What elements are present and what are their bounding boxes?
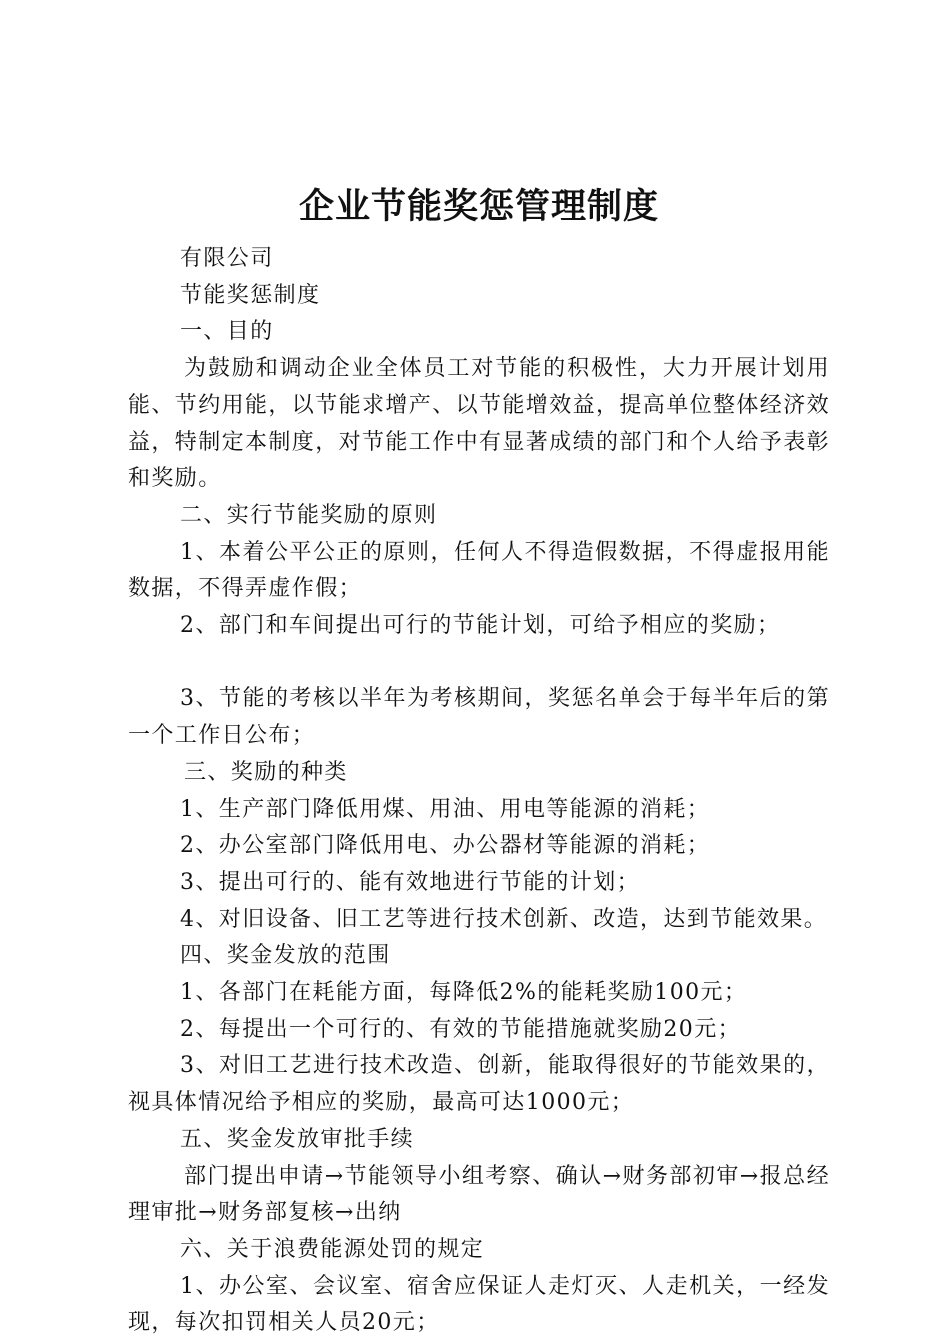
subtitle: 节能奖惩制度	[180, 282, 321, 308]
paragraph-purpose: 为鼓励和调动企业全体员工对节能的积极性，大力开展计划用能、节约用能，以节能求增产、以节能增效益，提高单位整体经济效益，特制定本制度，对节能工作中有显著成绩的部门和个人给予表彰和奖励。	[128, 356, 831, 492]
section-heading-approval: 五、奖金发放审批手续	[180, 1126, 415, 1152]
bonus-scope-item-3: 3、对旧工艺进行技术改造、创新，能取得很好的节能效果的，视具体情况给予相应的奖励，最高可达1000元；	[128, 1053, 830, 1116]
section-heading-reward-types: 三、奖励的种类	[184, 759, 348, 785]
penalty-item-1: 1、办公室、会议室、宿舍应保证人走灯灭、人走机关，一经发现，每次扣罚相关人员20元；	[128, 1273, 830, 1336]
principle-item-3: 3、节能的考核以半年为考核期间，奖惩名单会于每半年后的第一个工作日公布；	[128, 686, 830, 749]
section-heading-purpose: 一、目的	[180, 319, 274, 345]
section-heading-penalties: 六、关于浪费能源处罚的规定	[180, 1236, 485, 1262]
bonus-scope-item-2: 2、每提出一个可行的、有效的节能措施就奖励20元；	[180, 1016, 741, 1042]
reward-type-item-2: 2、办公室部门降低用电、办公器材等能源的消耗；	[180, 833, 711, 859]
document-page	[128, 185, 830, 1342]
reward-type-item-1: 1、生产部门降低用煤、用油、用电等能源的消耗；	[180, 796, 711, 822]
section-heading-principles: 二、实行节能奖励的原则	[180, 502, 438, 528]
reward-type-item-4: 4、对旧设备、旧工艺等进行技术创新、改造，达到节能效果。	[180, 906, 828, 932]
company-name: 有限公司	[180, 246, 274, 271]
bonus-scope-item-1: 1、各部门在耗能方面，每降低2%的能耗奖励100元；	[180, 980, 748, 1006]
document-title: 企业节能奖惩管理制度	[298, 187, 659, 227]
section-heading-bonus-scope: 四、奖金发放的范围	[180, 943, 391, 969]
principle-item-1: 1、本着公平公正的原则，任何人不得造假数据，不得虚报用能数据，不得弄虚作假；	[128, 539, 830, 602]
blank-line	[128, 645, 830, 682]
reward-type-item-3: 3、提出可行的、能有效地进行节能的计划；	[180, 869, 640, 895]
approval-procedure: 部门提出申请→节能领导小组考察、确认→财务部初审→报总经理审批→财务部复核→出纳	[128, 1163, 830, 1226]
principle-item-2: 2、部门和车间提出可行的节能计划，可给予相应的奖励；	[180, 613, 781, 639]
